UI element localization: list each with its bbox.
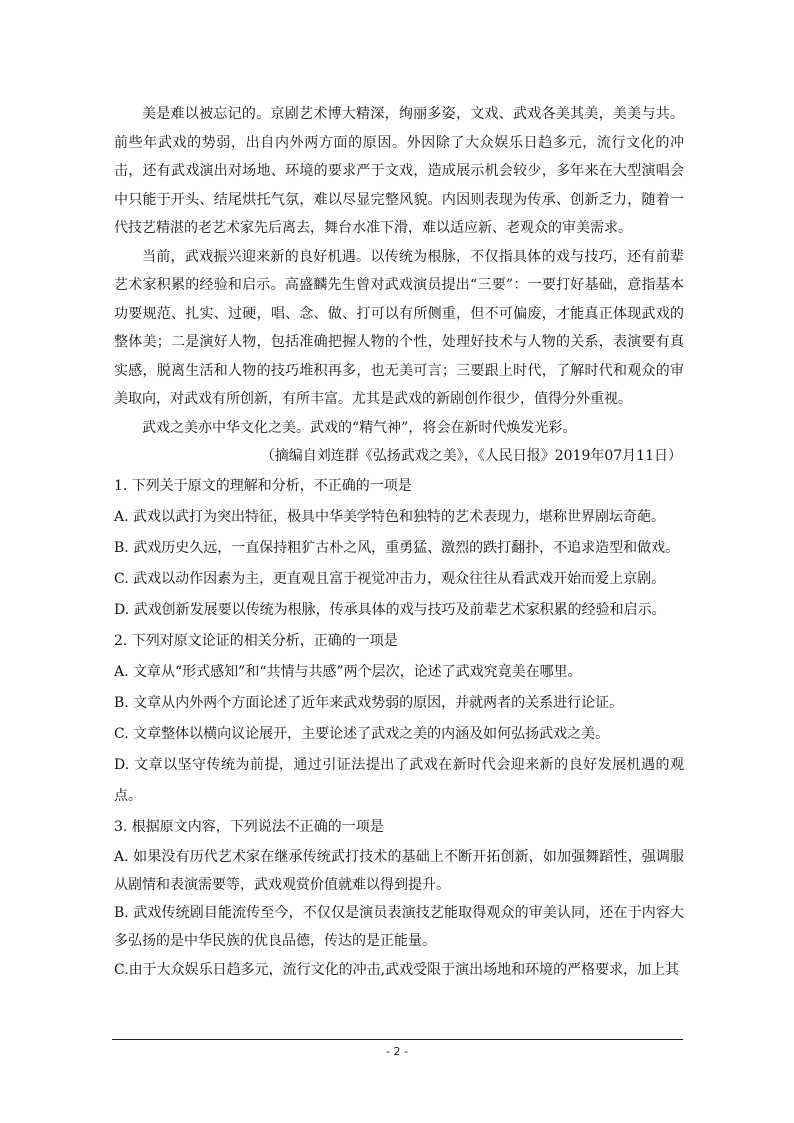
question-2 — [114, 626, 684, 812]
question-1 — [114, 471, 684, 626]
page-number: - 2 - — [386, 1045, 408, 1058]
question-option-a: A. 如果没有历代艺术家在继承传统武打技术的基础上不断开拓创新，如加强舞蹈性，强调服从剧情和表演需要等，武戏观赏价值就难以得到提升。 — [114, 848, 684, 893]
footer-divider — [112, 1039, 683, 1040]
question-option-b: B. 文章从内外两个方面论述了近年来武戏势弱的原因，并就两者的关系进行论证。 — [114, 694, 624, 711]
page-content — [114, 100, 684, 986]
article-source: （摘编自刘连群《弘扬武戏之美》，《人民日报》2019年07月11日） — [260, 448, 682, 464]
question-option-c: C. 武戏以动作因素为主，更直观且富于视觉冲击力，观众往往从看武戏开始而爱上京剧。 — [114, 570, 666, 587]
article-paragraph-2: 当前，武戏振兴迎来新的良好机遇。以传统为根脉，不仅指具体的戏与技巧，还有前辈艺术家积累的经验和启示。高盛麟先生曾对武戏演员提出“三要”：一要打好基础，意指基本功要规范、扎实、过硬，唱、念、做、打可以有所侧重，但不可偏废，才能真正体现武戏的整体美；二是演好人物，包括准确把握人物的个性，处理好技术与人物的关系，表演要有真实感，脱离生活和人物的技巧堆积再多，也无美可言；三要跟上时代，了解时代和观众的审美取向，对武戏有所创新，有所丰富。尤其是武戏的新剧创作很少，值得分外重视。 — [114, 248, 684, 407]
question-option-d: D. 武戏创新发展要以传统为根脉，传承具体的戏与技巧及前辈艺术家积累的经验和启示。 — [114, 601, 666, 618]
question-3 — [114, 812, 684, 986]
question-option-c: C.由于大众娱乐日趋多元，流行文化的冲击,武戏受限于演出场地和环境的严格要求，加上其 — [114, 961, 680, 978]
question-option-b: B. 武戏传统剧目能流传至今，不仅仅是演员表演技艺能取得观众的审美认同，还在于内容大多弘扬的是中华民族的优良品德，传达的是正能量。 — [114, 904, 684, 949]
question-option-c: C. 文章整体以横向议论展开，主要论述了武戏之美的内涵及如何弘扬武戏之美。 — [114, 725, 610, 742]
question-option-d: D. 文章以坚守传统为前提，通过引证法提出了武戏在新时代会迎来新的良好发展机遇的观点。 — [114, 756, 684, 804]
question-option-b: B. 武戏历史久远，一直保持粗犷古朴之风，重勇猛、激烈的跌打翻扑，不追求造型和做戏。 — [114, 539, 680, 556]
question-option-a: A. 武戏以武打为突出特征，极具中华美学特色和独特的艺术表现力，堪称世界剧坛奇葩。 — [114, 508, 666, 525]
question-stem: 3. 根据原文内容，下列说法不正确的一项是 — [114, 818, 384, 835]
article-paragraph-1: 美是难以被忘记的。京剧艺术博大精深，绚丽多姿，文戏、武戏各美其美，美美与共。前些年武戏的势弱，出自内外两方面的原因。外因除了大众娱乐日趋多元，流行文化的冲击，还有武戏演出对场地、环境的要求严于文戏，造成展示机会较少，多年来在大型演唱会中只能于开头、结尾烘托气氛，难以尽显完整风貌。内因则表现为传承、创新乏力，随着一代技艺精湛的老艺术家先后离去，舞台水准下滑，难以适应新、老观众的审美需求。 — [114, 106, 684, 236]
question-option-a: A. 文章从“形式感知”和“共情与共感”两个层次，论述了武戏究竟美在哪里。 — [114, 663, 582, 680]
question-stem: 1. 下列关于原文的理解和分析，不正确的一项是 — [114, 477, 412, 494]
question-stem: 2. 下列对原文论证的相关分析，正确的一项是 — [114, 632, 398, 649]
article-paragraph-3: 武戏之美亦中华文化之美。武戏的“精气神”，将会在新时代焕发光彩。 — [142, 419, 577, 436]
